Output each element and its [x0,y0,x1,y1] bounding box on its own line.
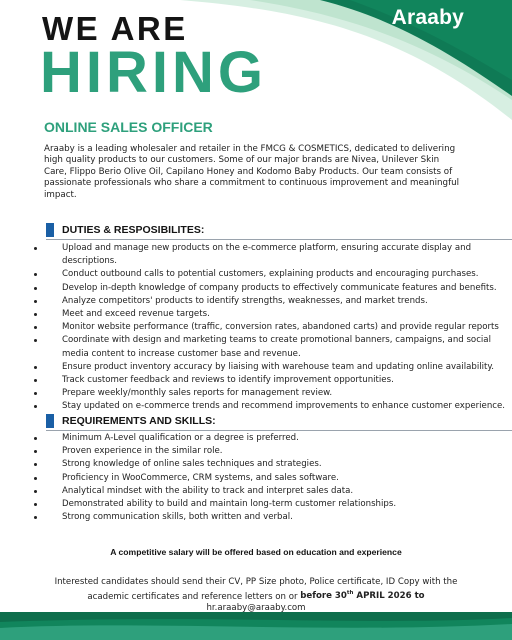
list-item [0,498,512,511]
section-divider [46,239,512,240]
application-instructions [40,577,472,614]
list-item-text: Conduct outbound calls to potential customers, explaining products and encouraging purchases. [62,269,479,280]
salary-note: A competitive salary will be offered based on education and experience [110,547,402,557]
list-item-text: Meet and exceed revenue targets. [62,309,210,320]
duties-heading [46,223,204,237]
list-item-text: Coordinate with design and marketing teams to create promotional banners, campaigns, and social media content to increase customer base and revenue. [62,335,491,359]
requirements-heading [46,414,216,428]
bullet-icon [34,477,37,480]
deadline: before 30th APRIL 2026 to [300,590,425,602]
bullet-icon [34,366,37,369]
list-item-text: Stay updated on e-commerce trends and recommend improvements to enhance customer experience. [62,401,506,412]
list-item [0,242,512,268]
list-item [0,295,512,308]
duties-list [0,242,512,414]
headline-hiring: HIRING [40,40,267,105]
bullet-icon [34,405,37,408]
list-item [0,361,512,374]
list-item-text: Prepare weekly/monthly sales reports for management review. [62,388,333,399]
list-item-text: Proven experience in the similar role. [62,446,223,457]
list-item [0,485,512,498]
apply-email: hr.araaby@araaby.com [206,602,306,613]
bullet-icon [34,326,37,329]
list-item [0,334,512,360]
list-item-text: Proficiency in WooCommerce, CRM systems, and sales software. [62,472,339,483]
bullet-icon [34,247,37,250]
list-item-text: Develop in-depth knowledge of company products to effectively communicate features and benefits. [62,282,497,293]
list-item-text: Analytical mindset with the ability to track and interpret sales data. [62,485,354,496]
list-item [0,511,512,524]
bullet-icon [34,490,37,493]
list-item-text: Demonstrated ability to build and maintain long-term customer relationships. [62,499,397,510]
list-item [0,387,512,400]
list-item-text: Track customer feedback and reviews to identify improvement opportunities. [62,375,394,386]
list-item-text: Upload and manage new products on the e-commerce platform, ensuring accurate display and descriptions. [62,243,472,267]
list-item-text: Strong communication skills, both written and verbal. [62,512,293,523]
section-marker [46,223,54,237]
araaby-logo: Araaby [391,6,464,29]
bullet-icon [34,379,37,382]
bullet-icon [34,287,37,290]
list-item-text: Monitor website performance (traffic, conversion rates, abandoned carts) and provide regular reports [62,322,499,333]
bullet-icon [34,463,37,466]
list-item [0,458,512,471]
list-item [0,374,512,387]
list-item [0,268,512,281]
list-item [0,472,512,485]
section-divider [46,430,512,431]
bullet-icon [34,339,37,342]
section-marker [46,414,54,428]
list-item [0,400,512,413]
requirements-list [0,432,512,524]
bullet-icon [34,313,37,316]
bullet-icon [34,392,37,395]
bullet-icon [34,273,37,276]
bullet-icon [34,450,37,453]
list-item [0,308,512,321]
bullet-icon [34,437,37,440]
list-item-text: Ensure product inventory accuracy by liaising with warehouse team and updating online availability. [62,361,494,372]
list-item-text: Strong knowledge of online sales techniques and strategies. [62,459,322,470]
list-item [0,282,512,295]
list-item [0,445,512,458]
list-item [0,321,512,334]
bullet-icon [34,300,37,303]
duties-heading-text: DUTIES & RESPOSIBILITES: [62,224,205,236]
job-title: ONLINE SALES OFFICER [44,119,213,135]
list-item-text: Analyze competitors' products to identify strengths, weaknesses, and market trends. [62,295,428,306]
list-item-text: Minimum A-Level qualification or a degree is preferred. [62,433,299,443]
requirements-heading-text: REQUIREMENTS AND SKILLS: [62,415,216,427]
headline-we-are: WE ARE [42,10,188,47]
bullet-icon [34,503,37,506]
company-intro: Araaby is a leading wholesaler and retailer in the FMCG & COSMETICS, dedicated to delivering high quality products to our customers. Some of our major brands are Nivea, Unilever Skin Care, Flippo Berio Olive Oil, Capilano Honey and Kodomo Baby Products. Our team consists of passionate professionals who share a commitment to continuous improvement and meaningful impact. [44,144,460,200]
footer-band-graphic [0,612,512,640]
bullet-icon [34,516,37,519]
list-item [0,432,512,445]
apply-text: Interested candidates should send their CV, PP Size photo, Police certificate, ID Copy with the academic certificates and reference letters on or [54,577,458,602]
